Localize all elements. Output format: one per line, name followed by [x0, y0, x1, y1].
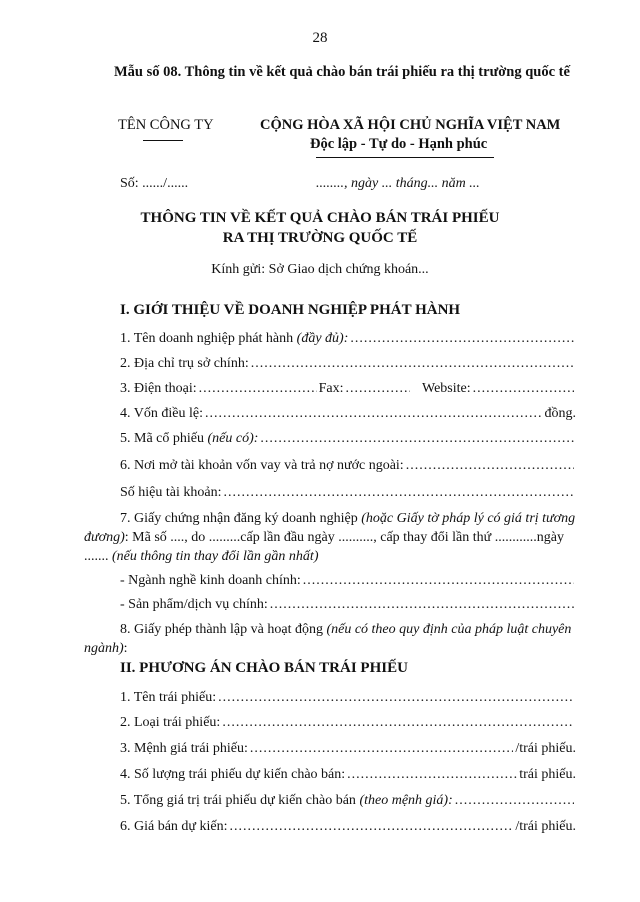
motto-underline — [316, 157, 494, 158]
document-title-line-2: RA THỊ TRƯỜNG QUỐC TẾ — [222, 230, 418, 246]
field-label: 1. Tên trái phiếu: — [120, 690, 217, 705]
field-label: 5. Mã cổ phiếu — [120, 431, 204, 446]
field-label: Fax: — [318, 381, 344, 396]
fill-dots — [250, 741, 513, 757]
field-note: (nếu có): — [207, 431, 259, 446]
national-motto: Độc lập - Tự do - Hạnh phúc — [310, 136, 488, 152]
field-business-registration — [84, 509, 584, 566]
field-label: - Ngành nghề kinh doanh chính: — [120, 573, 301, 588]
field-stock-code — [120, 431, 576, 447]
field-head-office — [120, 356, 576, 372]
fill-dots — [218, 690, 574, 706]
fill-dots — [205, 406, 543, 422]
fill-dots — [224, 485, 575, 501]
field-label: 8. Giấy phép thành lập và hoạt động — [120, 622, 323, 637]
field-operating-license — [84, 620, 584, 658]
fill-dots — [347, 767, 517, 783]
field-bond-type — [120, 715, 576, 731]
field-label: 4. Số lượng trái phiếu dự kiến chào bán: — [120, 767, 346, 782]
fill-dots — [350, 331, 574, 347]
greeting: Kính gửi: Sở Giao dịch chứng khoán... — [211, 262, 429, 277]
field-main-products — [120, 597, 576, 613]
fill-dots — [346, 381, 410, 397]
field-charter-capital — [120, 406, 576, 422]
fill-dots — [303, 573, 574, 589]
fill-dots — [199, 381, 317, 397]
company-name: TÊN CÔNG TY — [118, 117, 214, 133]
field-label: Số hiệu tài khoản: — [120, 485, 222, 500]
field-bond-name — [120, 690, 576, 706]
field-unit: /trái phiếu. — [515, 741, 576, 756]
fill-dots — [222, 715, 574, 731]
field-label: 2. Loại trái phiếu: — [120, 715, 221, 730]
form-title: Mẫu số 08. Thông tin về kết quả chào bán trái phiếu ra thị trường quốc tế — [114, 64, 570, 80]
field-unit: đồng. — [544, 406, 576, 421]
field-label: 2. Địa chỉ trụ sở chính: — [120, 356, 249, 371]
field-label: 6. Nơi mở tài khoản vốn vay và trả nợ nước ngoài: — [120, 458, 404, 473]
field-loan-account-place — [120, 458, 576, 474]
field-label: 3. Điện thoại: — [120, 381, 197, 396]
field-main-business — [120, 573, 576, 589]
fill-dots — [473, 381, 574, 397]
field-par-value — [120, 741, 576, 757]
field-expected-price — [120, 819, 576, 835]
fill-dots — [251, 356, 574, 372]
document-title-line-1: THÔNG TIN VỀ KẾT QUẢ CHÀO BÁN TRÁI PHIẾU — [140, 210, 500, 226]
field-issuer-name — [120, 331, 576, 347]
field-note: (hoặc Giấy tờ pháp lý có giá trị tương đương) — [84, 511, 576, 545]
field-bond-quantity — [120, 767, 576, 783]
document-date: ........, ngày ... tháng... năm ... — [316, 176, 480, 191]
field-label: 5. Tổng giá trị trái phiếu dự kiến chào bán — [120, 793, 356, 808]
field-detail: : — [123, 641, 128, 656]
field-label: Website: — [422, 381, 471, 396]
field-contact — [120, 381, 576, 397]
field-unit: trái phiếu. — [519, 767, 576, 782]
fill-dots — [406, 458, 574, 474]
field-label: 1. Tên doanh nghiệp phát hành — [120, 331, 294, 346]
field-label: 4. Vốn điều lệ: — [120, 406, 203, 421]
field-detail: : Mã số ...., do .........cấp lần đầu ngày .........., cấp thay đổi lần thứ ............ngày ....... — [84, 530, 564, 564]
field-unit: /trái phiếu. — [515, 819, 576, 834]
fill-dots — [455, 793, 574, 809]
field-account-number — [120, 485, 576, 501]
field-total-value — [120, 793, 576, 809]
page-number: 28 — [312, 30, 328, 46]
field-note: (nếu có theo quy định của pháp luật chuyên ngành) — [84, 622, 572, 656]
field-label: 7. Giấy chứng nhận đăng ký doanh nghiệp — [120, 511, 358, 526]
fill-dots — [270, 597, 574, 613]
national-title: CỘNG HÒA XÃ HỘI CHỦ NGHĨA VIỆT NAM — [260, 117, 561, 133]
field-label: 6. Giá bán dự kiến: — [120, 819, 228, 834]
document-number: Số: ....../...... — [120, 176, 189, 191]
field-label: - Sản phẩm/dịch vụ chính: — [120, 597, 268, 612]
company-underline — [143, 140, 183, 141]
field-note: (theo mệnh giá): — [359, 793, 453, 808]
section-2-title: II. PHƯƠNG ÁN CHÀO BÁN TRÁI PHIẾU — [120, 660, 408, 676]
fill-dots — [260, 431, 574, 447]
fill-dots — [230, 819, 514, 835]
field-note: (nếu thông tin thay đổi lần gần nhất) — [112, 549, 319, 564]
section-1-title: I. GIỚI THIỆU VỀ DOANH NGHIỆP PHÁT HÀNH — [120, 302, 461, 318]
field-note: (đầy đủ): — [296, 331, 349, 346]
field-label: 3. Mệnh giá trái phiếu: — [120, 741, 248, 756]
